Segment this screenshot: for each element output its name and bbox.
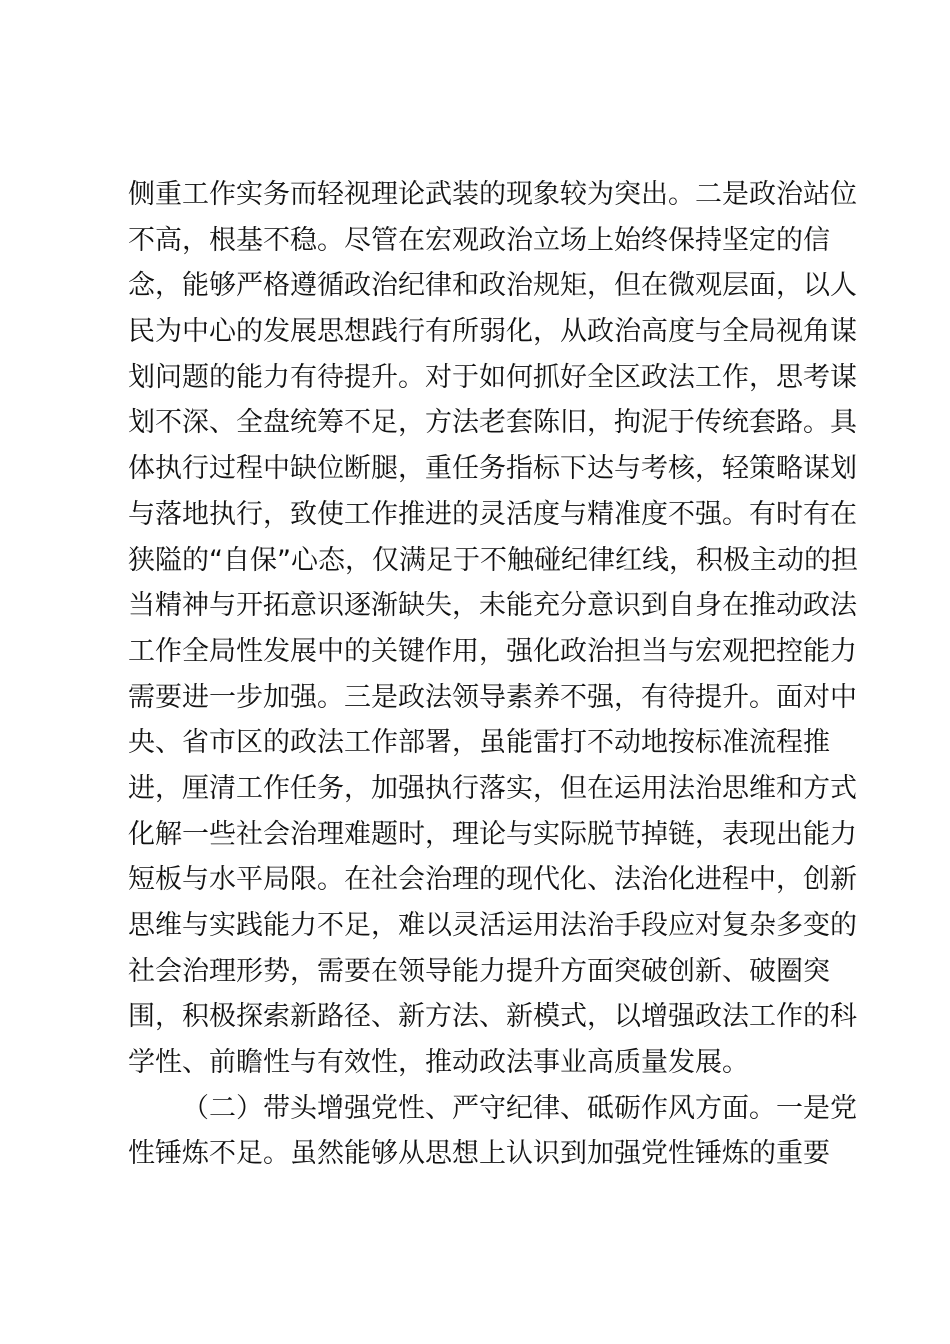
text-line: 央、省市区的政法工作部署，虽能雷打不动地按标准流程推 [128, 727, 830, 759]
text-line: 划不深、全盘统筹不足，方法老套陈旧，拘泥于传统套路。具 [128, 407, 857, 439]
text-line: 围，积极探索新路径、新方法、新模式，以增强政法工作的科 [128, 1001, 857, 1033]
text-line: 社会治理形势，需要在领导能力提升方面突破创新、破圈突 [128, 955, 830, 987]
text-line: 需要进一步加强。三是政法领导素养不强，有待提升。面对中 [128, 681, 857, 713]
text-line: 进，厘清工作任务，加强执行落实，但在运用法治思维和方式 [128, 772, 857, 804]
text-line: 工作全局性发展中的关键作用，强化政治担当与宏观把控能力 [128, 635, 857, 667]
body-text [128, 172, 858, 1177]
text-line: 民为中心的发展思想践行有所弱化，从政治高度与全局视角谋 [128, 316, 857, 348]
text-line: 化解一些社会治理难题时，理论与实际脱节掉链，表现出能力 [128, 818, 857, 850]
text-line: 当精神与开拓意识逐渐缺失，未能充分意识到自身在推动政法 [128, 590, 857, 622]
text-line: 性锤炼不足。虽然能够从思想上认识到加强党性锤炼的重要 [128, 1138, 830, 1170]
text-line: 学性、前瞻性与有效性，推动政法事业高质量发展。 [128, 1047, 749, 1079]
text-line: 侧重工作实务而轻视理论武装的现象较为突出。二是政治站位 [128, 179, 857, 210]
text-line: 不高，根基不稳。尽管在宏观政治立场上始终保持坚定的信 [128, 224, 830, 256]
text-line: 短板与水平局限。在社会治理的现代化、法治化进程中，创新 [128, 864, 857, 896]
text-line: 与落地执行，致使工作推进的灵活度与精准度不强。有时有在 [128, 498, 857, 530]
text-line: 体执行过程中缺位断腿，重任务指标下达与考核，轻策略谋划 [128, 453, 857, 485]
text-line: 狭隘的“自保”心态，仅满足于不触碰纪律红线，积极主动的担 [128, 544, 858, 576]
text-line: 念，能够严格遵循政治纪律和政治规矩，但在微观层面，以人 [128, 270, 857, 302]
text-line: 划问题的能力有待提升。对于如何抓好全区政法工作，思考谋 [128, 361, 857, 393]
text-line: 思维与实践能力不足，难以灵活运用法治手段应对复杂多变的 [128, 910, 857, 941]
text-line-indented: （二）带头增强党性、严守纪律、砥砺作风方面。一是党 [182, 1092, 857, 1124]
